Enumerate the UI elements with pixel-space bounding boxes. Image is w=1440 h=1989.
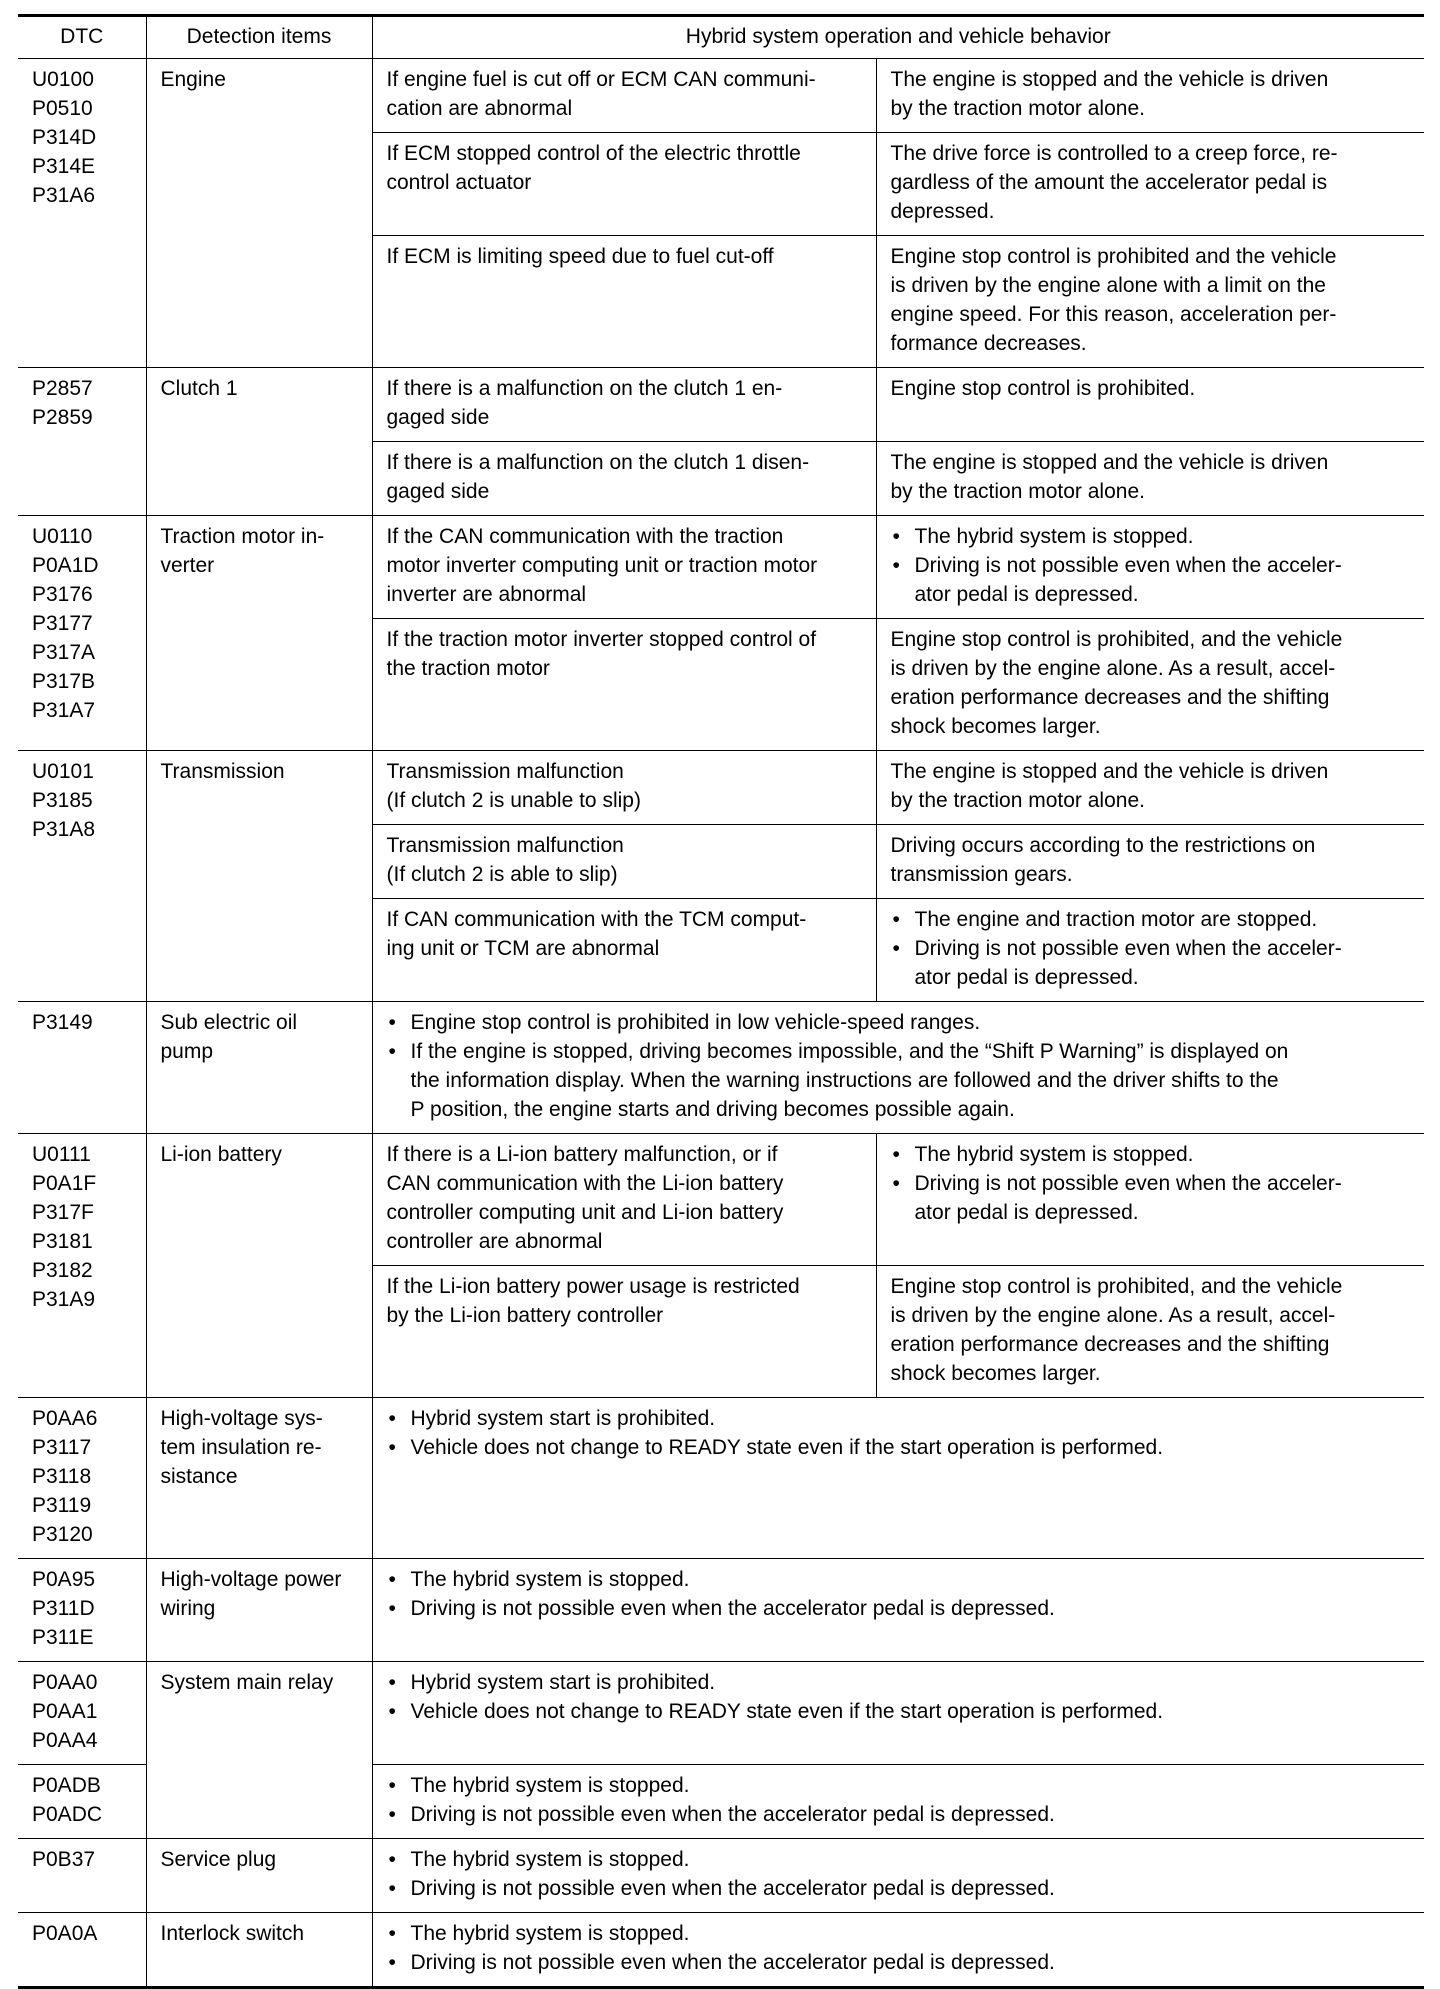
condition-line: the traction motor: [386, 657, 550, 680]
dtc-code: P317F: [32, 1201, 94, 1224]
condition-line: If the traction motor inverter stopped control of: [386, 628, 817, 651]
behavior-cell: [372, 1765, 1424, 1839]
dtc-cell: [18, 368, 146, 516]
dtc-code: P0A0A: [32, 1922, 98, 1945]
condition-line: If the CAN communication with the traction: [386, 525, 784, 548]
dtc-code: P311E: [32, 1626, 94, 1649]
behavior-line: is driven by the engine alone. As a result, accel-: [890, 1304, 1336, 1327]
dtc-code: P0B37: [32, 1848, 96, 1871]
condition-line: controller computing unit and Li-ion battery: [386, 1201, 784, 1224]
behavior-cell: [876, 619, 1424, 751]
behavior-cell: [876, 1266, 1424, 1398]
dtc-code: P3119: [32, 1494, 92, 1517]
dtc-cell: [18, 1765, 146, 1839]
dtc-code: P3185: [32, 789, 93, 812]
table-row: [18, 516, 1424, 619]
table-row: [18, 368, 1424, 442]
dtc-code: P0A1F: [32, 1172, 97, 1195]
header-behavior: Hybrid system operation and vehicle behavior: [372, 16, 1424, 59]
dtc-cell: [18, 1839, 146, 1913]
dtc-cell: [18, 1398, 146, 1559]
behavior-line: is driven by the engine alone with a limit on the: [890, 274, 1326, 297]
table-row: [18, 1559, 1424, 1662]
dtc-code: P0A1D: [32, 554, 99, 577]
condition-line: controller are abnormal: [386, 1230, 603, 1253]
detection-item-cell: System main relay: [146, 1662, 372, 1839]
dtc-code: P0510: [32, 97, 93, 120]
condition-cell: [372, 825, 876, 899]
detection-item-cell: Traction motor in- verter: [146, 516, 372, 751]
table-body: [18, 59, 1424, 1988]
detection-item-cell: Engine: [146, 59, 372, 368]
detection-item-cell: Sub electric oil pump: [146, 1002, 372, 1134]
condition-line: (If clutch 2 is able to slip): [386, 863, 618, 886]
behavior-cell: [876, 368, 1424, 442]
condition-cell: [372, 133, 876, 236]
behavior-line: The drive force is controlled to a creep force, re-: [890, 142, 1338, 165]
detection-item-cell: High-voltage sys- tem insulation re- sistance: [146, 1398, 372, 1559]
detection-item-cell: Interlock switch: [146, 1913, 372, 1988]
bullet-list: [387, 1565, 1411, 1623]
condition-cell: [372, 236, 876, 368]
dtc-code: P3181: [32, 1230, 93, 1253]
table-row: [18, 1662, 1424, 1765]
bullet-item: • The hybrid system is stopped.: [387, 1845, 1411, 1874]
behavior-cell: [876, 899, 1424, 1002]
dtc-code: P0AA6: [32, 1407, 98, 1430]
condition-line: If the Li-ion battery power usage is restricted: [386, 1275, 800, 1298]
behavior-line: shock becomes larger.: [890, 1362, 1101, 1385]
header-dtc: DTC: [18, 16, 146, 59]
behavior-line: gardless of the amount the accelerator pedal is: [890, 171, 1328, 194]
condition-cell: [372, 59, 876, 133]
dtc-code: P314E: [32, 155, 96, 178]
behavior-cell: [372, 1002, 1424, 1134]
condition-line: ing unit or TCM are abnormal: [386, 937, 660, 960]
behavior-line: formance decreases.: [890, 332, 1087, 355]
detection-item-cell: High-voltage power wiring: [146, 1559, 372, 1662]
dtc-code: P31A7: [32, 699, 96, 722]
dtc-code: P2857: [32, 377, 93, 400]
bullet-item: • The hybrid system is stopped.: [891, 1140, 1411, 1169]
behavior-line: by the traction motor alone.: [890, 789, 1145, 812]
bullet-item: • The hybrid system is stopped.: [387, 1919, 1411, 1948]
dtc-code: P31A6: [32, 184, 96, 207]
bullet-item: • Driving is not possible even when the acceler- ator pedal is depressed.: [891, 1169, 1411, 1227]
bullet-item: • Engine stop control is prohibited in low vehicle-speed ranges.: [387, 1008, 1411, 1037]
bullet-list: [891, 1140, 1411, 1227]
condition-cell: [372, 516, 876, 619]
bullet-item: • Vehicle does not change to READY state even if the start operation is performed.: [387, 1433, 1411, 1462]
dtc-code: P3149: [32, 1011, 93, 1034]
dtc-cell: [18, 1559, 146, 1662]
dtc-code: P0AA1: [32, 1700, 98, 1723]
bullet-list: [891, 522, 1411, 609]
dtc-code: P317A: [32, 641, 96, 664]
table-row: [18, 751, 1424, 825]
behavior-cell: [876, 236, 1424, 368]
table-header-row: [18, 16, 1424, 59]
behavior-line: by the traction motor alone.: [890, 480, 1145, 503]
condition-cell: [372, 619, 876, 751]
dtc-cell: [18, 1002, 146, 1134]
behavior-cell: [372, 1662, 1424, 1765]
condition-cell: [372, 368, 876, 442]
behavior-line: Engine stop control is prohibited and the vehicle: [890, 245, 1337, 268]
behavior-cell: [876, 751, 1424, 825]
table-row: [18, 1002, 1424, 1134]
behavior-cell: [372, 1839, 1424, 1913]
dtc-code: P31A8: [32, 818, 96, 841]
bullet-list: [891, 905, 1411, 992]
condition-line: inverter are abnormal: [386, 583, 587, 606]
dtc-code: P0ADC: [32, 1803, 103, 1826]
document-page: [18, 14, 1424, 1989]
bullet-item: • Hybrid system start is prohibited.: [387, 1404, 1411, 1433]
condition-line: If there is a Li-ion battery malfunction, or if: [386, 1143, 778, 1166]
bullet-list: [387, 1668, 1411, 1726]
condition-line: motor inverter computing unit or traction motor: [386, 554, 818, 577]
behavior-cell: [876, 825, 1424, 899]
bullet-item: • Hybrid system start is prohibited.: [387, 1668, 1411, 1697]
detection-item-cell: Transmission: [146, 751, 372, 1002]
condition-line: by the Li-ion battery controller: [386, 1304, 664, 1327]
dtc-table: [18, 14, 1424, 1989]
detection-item-cell: Service plug: [146, 1839, 372, 1913]
condition-line: control actuator: [386, 171, 532, 194]
bullet-item: • Driving is not possible even when the accelerator pedal is depressed.: [387, 1594, 1411, 1623]
behavior-line: The engine is stopped and the vehicle is driven: [890, 760, 1329, 783]
bullet-list: [387, 1771, 1411, 1829]
behavior-line: by the traction motor alone.: [890, 97, 1145, 120]
condition-line: Transmission malfunction: [386, 760, 624, 783]
behavior-cell: [876, 59, 1424, 133]
dtc-code: P0A95: [32, 1568, 96, 1591]
bullet-item: • Driving is not possible even when the acceler- ator pedal is depressed.: [891, 551, 1411, 609]
condition-line: Transmission malfunction: [386, 834, 624, 857]
dtc-code: U0111: [32, 1143, 91, 1166]
dtc-code: P2859: [32, 406, 93, 429]
behavior-cell: [372, 1913, 1424, 1988]
condition-line: If there is a malfunction on the clutch 1 disen-: [386, 451, 810, 474]
bullet-item: • Vehicle does not change to READY state even if the start operation is performed.: [387, 1697, 1411, 1726]
bullet-item: • Driving is not possible even when the accelerator pedal is depressed.: [387, 1948, 1411, 1977]
behavior-line: Engine stop control is prohibited, and the vehicle: [890, 1275, 1343, 1298]
dtc-code: P0ADB: [32, 1774, 101, 1797]
dtc-cell: [18, 1662, 146, 1765]
detection-item-cell: Li-ion battery: [146, 1134, 372, 1398]
dtc-code: P0AA4: [32, 1729, 98, 1752]
condition-cell: [372, 1134, 876, 1266]
behavior-cell: [372, 1559, 1424, 1662]
detection-item-cell: Clutch 1: [146, 368, 372, 516]
behavior-line: shock becomes larger.: [890, 715, 1101, 738]
dtc-code: P3177: [32, 612, 93, 635]
dtc-cell: [18, 751, 146, 1002]
condition-cell: [372, 442, 876, 516]
condition-line: cation are abnormal: [386, 97, 573, 120]
dtc-cell: [18, 1913, 146, 1988]
behavior-line: engine speed. For this reason, acceleration per-: [890, 303, 1337, 326]
behavior-line: Engine stop control is prohibited, and the vehicle: [890, 628, 1343, 651]
table-row: [18, 1134, 1424, 1266]
behavior-cell: [876, 133, 1424, 236]
behavior-cell: [876, 442, 1424, 516]
dtc-code: U0101: [32, 760, 94, 783]
bullet-item: • The hybrid system is stopped.: [387, 1771, 1411, 1800]
behavior-line: Engine stop control is prohibited.: [890, 377, 1196, 400]
condition-cell: [372, 899, 876, 1002]
dtc-cell: [18, 59, 146, 368]
bullet-item: • The hybrid system is stopped.: [891, 522, 1411, 551]
behavior-line: Driving occurs according to the restrictions on: [890, 834, 1316, 857]
dtc-code: P3182: [32, 1259, 93, 1282]
behavior-line: transmission gears.: [890, 863, 1073, 886]
bullet-item: • Driving is not possible even when the accelerator pedal is depressed.: [387, 1874, 1411, 1903]
table-row: [18, 1913, 1424, 1988]
dtc-code: P3118: [32, 1465, 92, 1488]
dtc-cell: [18, 516, 146, 751]
table-row: [18, 59, 1424, 133]
condition-line: If CAN communication with the TCM comput-: [386, 908, 807, 931]
dtc-code: U0100: [32, 68, 94, 91]
behavior-line: The engine is stopped and the vehicle is driven: [890, 68, 1329, 91]
dtc-code: P317B: [32, 670, 96, 693]
header-detection-items: Detection items: [146, 16, 372, 59]
condition-line: gaged side: [386, 480, 490, 503]
bullet-list: [387, 1919, 1411, 1977]
condition-line: (If clutch 2 is unable to slip): [386, 789, 641, 812]
condition-line: CAN communication with the Li-ion battery: [386, 1172, 784, 1195]
dtc-code: P0AA0: [32, 1671, 98, 1694]
behavior-line: The engine is stopped and the vehicle is driven: [890, 451, 1329, 474]
dtc-code: U0110: [32, 525, 93, 548]
behavior-cell: [876, 516, 1424, 619]
dtc-cell: [18, 1134, 146, 1398]
dtc-code: P31A9: [32, 1288, 96, 1311]
bullet-item: • Driving is not possible even when the accelerator pedal is depressed.: [387, 1800, 1411, 1829]
behavior-line: is driven by the engine alone. As a result, accel-: [890, 657, 1336, 680]
behavior-line: depressed.: [890, 200, 995, 223]
table-row: [18, 1839, 1424, 1913]
condition-line: If ECM is limiting speed due to fuel cut-off: [386, 245, 774, 268]
bullet-item: • If the engine is stopped, driving becomes impossible, and the “Shift P Warning” is displayed on the information display. When the warning instructions are followed and the driver shifts to the P position, the engine starts and driving becomes possible again.: [387, 1037, 1411, 1124]
bullet-item: • Driving is not possible even when the acceler- ator pedal is depressed.: [891, 934, 1411, 992]
behavior-line: eration performance decreases and the shifting: [890, 686, 1330, 709]
dtc-code: P311D: [32, 1597, 95, 1620]
condition-line: If ECM stopped control of the electric throttle: [386, 142, 801, 165]
condition-line: If there is a malfunction on the clutch 1 en-: [386, 377, 783, 400]
dtc-code: P3117: [32, 1436, 92, 1459]
bullet-list: [387, 1845, 1411, 1903]
bullet-list: [387, 1008, 1411, 1124]
condition-cell: [372, 1266, 876, 1398]
bullet-list: [387, 1404, 1411, 1462]
dtc-code: P3176: [32, 583, 93, 606]
condition-line: gaged side: [386, 406, 490, 429]
behavior-cell: [372, 1398, 1424, 1559]
bullet-item: • The engine and traction motor are stopped.: [891, 905, 1411, 934]
dtc-code: P314D: [32, 126, 97, 149]
table-row: [18, 1398, 1424, 1559]
condition-cell: [372, 751, 876, 825]
dtc-code: P3120: [32, 1523, 93, 1546]
behavior-cell: [876, 1134, 1424, 1266]
condition-line: If engine fuel is cut off or ECM CAN communi-: [386, 68, 816, 91]
behavior-line: eration performance decreases and the shifting: [890, 1333, 1330, 1356]
bullet-item: • The hybrid system is stopped.: [387, 1565, 1411, 1594]
